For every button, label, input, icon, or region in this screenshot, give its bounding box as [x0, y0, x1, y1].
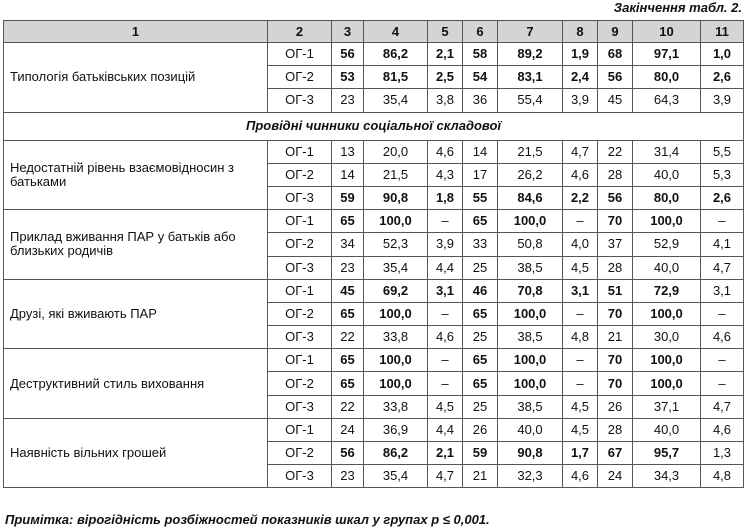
value-cell: 55,4	[498, 89, 563, 112]
table-body	[4, 43, 744, 488]
value-cell: 31,4	[633, 140, 701, 163]
value-cell: –	[563, 302, 598, 325]
value-cell: 26,2	[498, 163, 563, 186]
value-cell: 3,1	[563, 279, 598, 302]
table-row	[4, 210, 744, 233]
value-cell: 26	[598, 395, 633, 418]
header-cell: 3	[332, 21, 364, 43]
value-cell: 33,8	[364, 395, 428, 418]
group-cell: ОГ-2	[268, 233, 332, 256]
value-cell: 65	[463, 372, 498, 395]
value-cell: 4,7	[563, 140, 598, 163]
value-cell: 4,8	[563, 326, 598, 349]
table-row	[4, 279, 744, 302]
value-cell: 100,0	[498, 349, 563, 372]
table-row	[4, 418, 744, 441]
value-cell: –	[701, 302, 744, 325]
value-cell: 4,6	[563, 465, 598, 488]
value-cell: 4,5	[428, 395, 463, 418]
value-cell: 65	[332, 349, 364, 372]
value-cell: 70	[598, 210, 633, 233]
value-cell: 1,8	[428, 186, 463, 209]
group-cell: ОГ-1	[268, 279, 332, 302]
value-cell: 22	[598, 140, 633, 163]
value-cell: 90,8	[498, 442, 563, 465]
value-cell: 4,6	[428, 326, 463, 349]
data-table	[3, 20, 744, 488]
value-cell: 65	[332, 372, 364, 395]
value-cell: 23	[332, 256, 364, 279]
value-cell: 4,3	[428, 163, 463, 186]
value-cell: 37	[598, 233, 633, 256]
value-cell: 59	[463, 442, 498, 465]
value-cell: 95,7	[633, 442, 701, 465]
value-cell: 100,0	[364, 210, 428, 233]
value-cell: 100,0	[498, 302, 563, 325]
value-cell: 84,6	[498, 186, 563, 209]
header-cell: 4	[364, 21, 428, 43]
value-cell: 23	[332, 465, 364, 488]
value-cell: 53	[332, 66, 364, 89]
value-cell: 35,4	[364, 89, 428, 112]
value-cell: 4,0	[563, 233, 598, 256]
value-cell: 26	[463, 418, 498, 441]
value-cell: 1,7	[563, 442, 598, 465]
value-cell: 36	[463, 89, 498, 112]
group-cell: ОГ-2	[268, 66, 332, 89]
header-cell: 1	[4, 21, 268, 43]
value-cell: 17	[463, 163, 498, 186]
value-cell: 24	[332, 418, 364, 441]
value-cell: –	[563, 349, 598, 372]
value-cell: 100,0	[633, 349, 701, 372]
group-cell: ОГ-1	[268, 210, 332, 233]
value-cell: 2,6	[701, 66, 744, 89]
group-cell: ОГ-1	[268, 349, 332, 372]
value-cell: 28	[598, 163, 633, 186]
group-cell: ОГ-1	[268, 140, 332, 163]
table-row	[4, 349, 744, 372]
value-cell: 64,3	[633, 89, 701, 112]
value-cell: 69,2	[364, 279, 428, 302]
table-header-row	[4, 21, 744, 43]
value-cell: 65	[332, 302, 364, 325]
value-cell: 32,3	[498, 465, 563, 488]
value-cell: –	[701, 210, 744, 233]
section-title: Провідні чинники соціальної складової	[4, 112, 744, 140]
value-cell: 21,5	[364, 163, 428, 186]
value-cell: 80,0	[633, 66, 701, 89]
value-cell: 4,5	[563, 395, 598, 418]
value-cell: 2,6	[701, 186, 744, 209]
value-cell: 4,1	[701, 233, 744, 256]
value-cell: 2,5	[428, 66, 463, 89]
value-cell: 3,9	[428, 233, 463, 256]
value-cell: 22	[332, 326, 364, 349]
header-cell: 5	[428, 21, 463, 43]
value-cell: 33	[463, 233, 498, 256]
value-cell: 89,2	[498, 43, 563, 66]
value-cell: 33,8	[364, 326, 428, 349]
value-cell: 2,4	[563, 66, 598, 89]
value-cell: 45	[598, 89, 633, 112]
value-cell: 22	[332, 395, 364, 418]
group-cell: ОГ-2	[268, 302, 332, 325]
value-cell: 4,6	[563, 163, 598, 186]
value-cell: 100,0	[364, 372, 428, 395]
value-cell: –	[428, 210, 463, 233]
value-cell: 100,0	[364, 302, 428, 325]
table-caption: Закінчення табл. 2.	[613, 0, 742, 15]
value-cell: 38,5	[498, 395, 563, 418]
value-cell: 28	[598, 418, 633, 441]
value-cell: 56	[332, 43, 364, 66]
value-cell: 45	[332, 279, 364, 302]
value-cell: –	[428, 349, 463, 372]
header-cell: 10	[633, 21, 701, 43]
row-label: Наявність вільних грошей	[4, 418, 268, 488]
value-cell: 70	[598, 349, 633, 372]
row-label: Недостатній рівень взаємовідносин з батьками	[4, 140, 268, 210]
group-cell: ОГ-3	[268, 326, 332, 349]
value-cell: –	[428, 302, 463, 325]
value-cell: 40,0	[498, 418, 563, 441]
group-cell: ОГ-1	[268, 418, 332, 441]
value-cell: 50,8	[498, 233, 563, 256]
value-cell: 21,5	[498, 140, 563, 163]
value-cell: 36,9	[364, 418, 428, 441]
value-cell: 4,7	[701, 395, 744, 418]
value-cell: 38,5	[498, 256, 563, 279]
section-row	[4, 112, 744, 140]
value-cell: 56	[598, 66, 633, 89]
value-cell: 37,1	[633, 395, 701, 418]
value-cell: 97,1	[633, 43, 701, 66]
value-cell: 86,2	[364, 43, 428, 66]
group-cell: ОГ-3	[268, 465, 332, 488]
value-cell: 56	[332, 442, 364, 465]
value-cell: 100,0	[633, 210, 701, 233]
value-cell: 5,3	[701, 163, 744, 186]
value-cell: 100,0	[498, 372, 563, 395]
value-cell: 14	[463, 140, 498, 163]
header-cell: 6	[463, 21, 498, 43]
value-cell: 70,8	[498, 279, 563, 302]
value-cell: 68	[598, 43, 633, 66]
row-label: Деструктивний стиль виховання	[4, 349, 268, 419]
value-cell: 86,2	[364, 442, 428, 465]
value-cell: 55	[463, 186, 498, 209]
value-cell: 70	[598, 372, 633, 395]
value-cell: –	[701, 349, 744, 372]
header-cell: 9	[598, 21, 633, 43]
value-cell: 4,5	[563, 256, 598, 279]
value-cell: 25	[463, 395, 498, 418]
value-cell: 4,4	[428, 418, 463, 441]
value-cell: 14	[332, 163, 364, 186]
value-cell: –	[563, 372, 598, 395]
value-cell: 4,7	[701, 256, 744, 279]
value-cell: 100,0	[633, 302, 701, 325]
value-cell: 3,1	[428, 279, 463, 302]
group-cell: ОГ-3	[268, 89, 332, 112]
value-cell: 80,0	[633, 186, 701, 209]
value-cell: 4,8	[701, 465, 744, 488]
group-cell: ОГ-3	[268, 186, 332, 209]
value-cell: 65	[463, 210, 498, 233]
value-cell: 4,6	[701, 326, 744, 349]
value-cell: 56	[598, 186, 633, 209]
value-cell: 2,1	[428, 442, 463, 465]
value-cell: 40,0	[633, 256, 701, 279]
value-cell: 52,3	[364, 233, 428, 256]
value-cell: 4,7	[428, 465, 463, 488]
value-cell: 34	[332, 233, 364, 256]
value-cell: 83,1	[498, 66, 563, 89]
value-cell: 81,5	[364, 66, 428, 89]
value-cell: 65	[463, 302, 498, 325]
value-cell: 3,9	[563, 89, 598, 112]
value-cell: 21	[598, 326, 633, 349]
value-cell: 4,6	[428, 140, 463, 163]
value-cell: 51	[598, 279, 633, 302]
header-cell: 7	[498, 21, 563, 43]
value-cell: 52,9	[633, 233, 701, 256]
group-cell: ОГ-3	[268, 256, 332, 279]
group-cell: ОГ-2	[268, 442, 332, 465]
value-cell: 25	[463, 326, 498, 349]
value-cell: 1,9	[563, 43, 598, 66]
value-cell: 54	[463, 66, 498, 89]
value-cell: 65	[463, 349, 498, 372]
value-cell: 40,0	[633, 418, 701, 441]
value-cell: 58	[463, 43, 498, 66]
value-cell: –	[563, 210, 598, 233]
value-cell: 5,5	[701, 140, 744, 163]
header-cell: 11	[701, 21, 744, 43]
value-cell: 35,4	[364, 256, 428, 279]
value-cell: 65	[332, 210, 364, 233]
value-cell: 72,9	[633, 279, 701, 302]
value-cell: 34,3	[633, 465, 701, 488]
value-cell: 3,9	[701, 89, 744, 112]
value-cell: 2,1	[428, 43, 463, 66]
value-cell: 28	[598, 256, 633, 279]
group-cell: ОГ-3	[268, 395, 332, 418]
value-cell: 30,0	[633, 326, 701, 349]
value-cell: –	[428, 372, 463, 395]
group-cell: ОГ-2	[268, 372, 332, 395]
table-note: Примітка: вірогідність розбіжностей показників шкал у групах p ≤ 0,001.	[5, 512, 490, 527]
value-cell: 4,4	[428, 256, 463, 279]
row-label: Приклад вживання ПАР у батьків або близьких родичів	[4, 210, 268, 280]
value-cell: 25	[463, 256, 498, 279]
value-cell: 3,8	[428, 89, 463, 112]
value-cell: 59	[332, 186, 364, 209]
table-row	[4, 140, 744, 163]
value-cell: 90,8	[364, 186, 428, 209]
table-row	[4, 43, 744, 66]
value-cell: 40,0	[633, 163, 701, 186]
value-cell: 100,0	[633, 372, 701, 395]
value-cell: 67	[598, 442, 633, 465]
value-cell: 3,1	[701, 279, 744, 302]
header-cell: 2	[268, 21, 332, 43]
value-cell: 38,5	[498, 326, 563, 349]
header-cell: 8	[563, 21, 598, 43]
value-cell: 4,5	[563, 418, 598, 441]
value-cell: 20,0	[364, 140, 428, 163]
value-cell: –	[701, 372, 744, 395]
group-cell: ОГ-2	[268, 163, 332, 186]
value-cell: 23	[332, 89, 364, 112]
row-label: Друзі, які вживають ПАР	[4, 279, 268, 349]
value-cell: 35,4	[364, 465, 428, 488]
value-cell: 24	[598, 465, 633, 488]
value-cell: 2,2	[563, 186, 598, 209]
value-cell: 1,0	[701, 43, 744, 66]
value-cell: 4,6	[701, 418, 744, 441]
value-cell: 13	[332, 140, 364, 163]
value-cell: 70	[598, 302, 633, 325]
group-cell: ОГ-1	[268, 43, 332, 66]
value-cell: 21	[463, 465, 498, 488]
value-cell: 100,0	[498, 210, 563, 233]
value-cell: 46	[463, 279, 498, 302]
row-label: Типологія батьківських позицій	[4, 43, 268, 113]
value-cell: 100,0	[364, 349, 428, 372]
value-cell: 1,3	[701, 442, 744, 465]
